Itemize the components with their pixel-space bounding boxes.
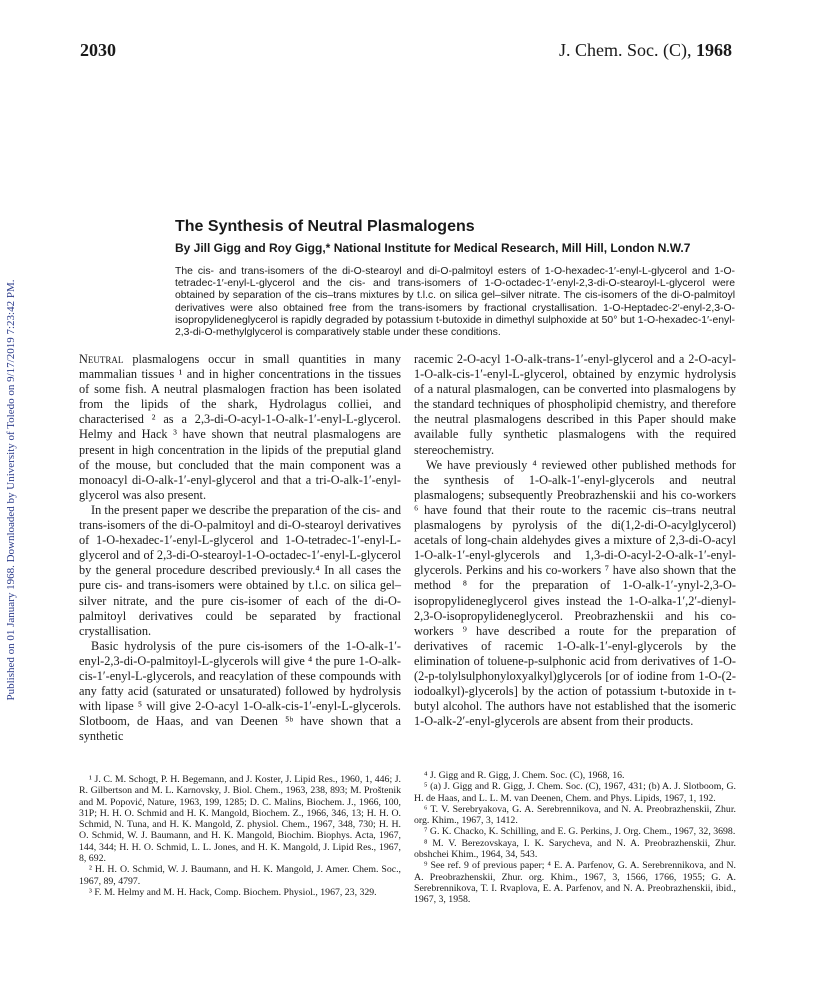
footnote: ⁴ J. Gigg and R. Gigg, J. Chem. Soc. (C), 1968, 16. [424,770,625,781]
article-title: The Synthesis of Neutral Plasmalogens [175,218,475,235]
body-column-right [414,352,736,729]
author-names: By Jill Gigg and Roy Gigg,* [175,241,331,255]
footnote: ⁸ M. V. Berezovskaya, I. K. Sarycheva, and N. A. Preobrazhenskii, Zhur. obshchei Khim., 1964, 34, 543. [414,837,736,861]
download-watermark [3,40,19,940]
footnote: ¹ J. C. M. Schogt, P. H. Begemann, and J. Koster, J. Lipid Res., 1960, 1, 446; J. R. Gilbertson and M. L. Karnovsky, J. Biol. Chem., 1963, 238, 893; M. Proštenik and M. Popović, Nature, 1963, 199, 1285; D. C. Malins, Biochem. J., 1966, 100, 31P; H. H. O. Schmid and H. K. Mangold, Biochem. Z., 1966, 346, 13; H. H. O. Schmid, N. Tuna, and H. K. Mangold, Z. physiol. Chem., 1967, 348, 730; H. H. O. Schmid, W. J. Baumann, and H. K. Mangold, Biochim. Biophys. Acta, 1967, 144, 344; H. H. O. Schmid, L. L. Jones, and H. K. Mangold, J. Lipid Res., 1967, 8, 692. [79,774,401,865]
paragraph-text: plasmalogens occur in small quantities in many mammalian tissues ¹ and in higher concentrations in the tissues of some fish. A neutral plasmalogen fraction has been isolated from the lipids of the shark, Hydrolagus colliei, and characterised ² as a 2,3-di-O-acyl-1-O-alk-1′-enyl-L-glycerol. Helmy and Hack ³ have shown that neutral plasmalogens are present in high concentration in the lipids of the preputial gland of the mouse, but concluded that the main component was a monoacyl di-O-alk-1′-enyl-glycerol and that a tri-O-alk-1′-enyl-glycerol was also present. [79,352,401,502]
footnote: ⁵ (a) J. Gigg and R. Gigg, J. Chem. Soc. (C), 1967, 431; (b) A. J. Slotboom, G. H. de Haas, and L. L. M. van Deenen, Chem. and Phys. Lipids, 1967, 1, 192. [414,781,736,804]
body-paragraph: We have previously ⁴ reviewed other published methods for the synthesis of 1-O-alk-1′-enyl-glycerols and neutral plasmalogens; subsequently Preobrazhenskii and his co-workers ⁶ have found that their route to the racemic cis–trans neutral plasmalogens by pyrolysis of the di(1,2-di-O-acylglycerol) acetals of long-chain aldehydes gives a mixture of 2,3-di-O-acyl 1-O-alk-1′-enyl-glycerols and 1,3-di-O-acyl-2-O-alk-1′-enyl-glycerols. Perkins and his co-workers ⁷ have also shown that the method ⁸ for the preparation of 1-O-alk-1′-ynyl-2,3-O-isopropylideneglycerol gives instead the 1-O-alka-1′,2′-dienyl-2,3-O-isopropylideneglycerol. Preobrazhenskii and his co-workers ⁹ have described a route for the preparation of derivatives of racemic 1-O-alk-1′-enyl-glycerols by the elimination of toluene-p-sulphonic acid from derivatives of 1-O-(2-p-tolylsulphonyloxyalkyl)glycerols [or of iodine from 1-O-(2-iodoalkyl)-glycerols] by the action of potassium t-butoxide in t-butyl alcohol. The authors have not established that the isomeric 1-O-alk-2′-enyl-glycerols are absent from their products. [414,457,736,729]
footnote: ⁷ G. K. Chacko, K. Schilling, and E. G. Perkins, J. Org. Chem., 1967, 32, 3698. [424,826,736,838]
footnote: ⁶ T. V. Serebryakova, G. A. Serebrennikova, and N. A. Preobrazhenskii, Zhur. org. Khim., 1967, 3, 1412. [414,803,736,827]
body-paragraph: racemic 2-O-acyl 1-O-alk-trans-1′-enyl-glycerol and a 2-O-acyl-1-O-alk-cis-1′-enyl-L-glycerol, obtained by enzymic hydrolysis of a natural plasmalogen, can be converted into plasmalogens by the standard techniques of phospholipid chemistry, and therefore the neutral plasmalogens described in this Paper should make available fully synthetic plasmalogens with the required stereochemistry. [414,352,736,457]
journal-name: J. Chem. Soc. (C), [559,40,696,60]
footnote: ² H. H. O. Schmid, W. J. Baumann, and H. K. Mangold, J. Amer. Chem. Soc., 1967, 89, 4797. [79,864,401,887]
journal-year: 1968 [696,40,732,60]
footnotes-left [79,774,401,898]
article-abstract: The cis- and trans-isomers of the di-O-stearoyl and di-O-palmitoyl esters of 1-O-hexadec-1′-enyl-L-glycerol and 1-O-tetradec-1′-enyl-L-glycerol and the cis- and trans-isomers of 1-O-octadec-1′-enyl-2,3-di-O-stearoyl-L-glycerol were obtained by separation of the cis–trans mixtures by t.l.c. on silica gel–silver nitrate. The cis-isomers of the di-O-palmitoyl derivatives were also obtained free from the trans-isomers by fractional crystallisation. 1-O-Heptadec-2′-enyl-2,3-O-isopropylideneglycerol is rapidly degraded by potassium t-butoxide in dimethyl sulphoxide at 50° but 1-O-hexadec-1′-enyl-2,3-di-O-methylglycerol is comparatively stable under these conditions. [175,266,735,339]
page-number: 2030 [80,40,116,60]
footnote: ⁹ See ref. 9 of previous paper; ⁴ E. A. Parfenov, G. A. Serebrennikova, and N. A. Preobrazhenskii, Zhur. org. Khim., 1967, 3, 1566, 1766, 1955; G. A. Serebrennikova, T. I. Rvaplova, E. A. Parfenov, and N. A. Preobrazhenskii, ibid., 1967, 3, 1958. [414,860,736,906]
body-paragraph: Basic hydrolysis of the pure cis-isomers of the 1-O-alk-1′-enyl-2,3-di-O-palmitoyl-L-glycerols will give ⁴ the pure 1-O-alk-cis-1′-enyl-L-glycerols, and reacylation of these compounds with any fatty acid (saturated or unsaturated) followed by hydrolysis with lipase ⁵ will give 2-O-acyl 1-O-alk-cis-1′-enyl-L-glycerols. Slotboom, de Haas, and van Deenen ⁵ᵇ have shown that a synthetic [79,638,401,744]
author-institution: National Institute for Medical Research, Mill Hill, London N.W.7 [330,241,691,255]
article-authors [175,241,690,255]
download-watermark-text: Published on 01 January 1968. Downloaded by University of Toledo on 9/17/2019 7:23:42 PM. [5,279,17,701]
footnotes-right [414,770,736,906]
journal-header [559,40,732,61]
footnote: ³ F. M. Helmy and M. H. Hack, Comp. Biochem. Physiol., 1967, 23, 329. [89,886,377,898]
body-column-left [79,352,401,744]
body-paragraph [79,352,401,503]
paragraph-lead: Neutral [79,352,124,366]
body-paragraph: In the present paper we describe the preparation of the cis- and trans-isomers of the di-O-palmitoyl and di-O-stearoyl derivatives of 1-O-hexadec-1′-enyl-L-glycerol and 1-O-tetradec-1′-enyl-L-glycerol and of 2,3-di-O-stearoyl-1-O-octadec-1′-enyl-L-glycerol by the general procedure described previously.⁴ In all cases the pure cis- and trans-isomers were obtained by t.l.c. on silica gel–silver nitrate, and the pure cis-isomer of each of the di-O-palmitoyl derivatives could be separated by fractional crystallisation. [79,502,401,638]
